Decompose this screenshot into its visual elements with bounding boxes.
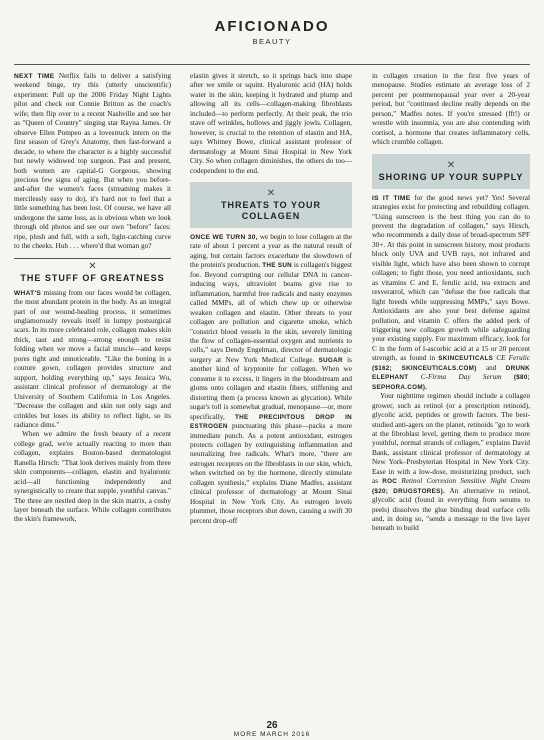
- body-text: and: [485, 363, 497, 372]
- body-text: is another kind of kryptonite for collagen. When we consume it to excess, it lingers in the bloodstream and gloms onto collagen and elastin fibers, stiffening and distorting them (a process known as glycation). While sugar's toll is somewhat gradual, menopause—or, more specifically,: [190, 355, 353, 421]
- body-text: punctuating this phase—packs a more immediate punch. As a potent antioxidant, estrogen protects collagen by extinguishing inflammation and neutralizing free radicals. What's more, "there are estrogen receptors on the fibroblasts in our skin, which, when switched on by the hormone, directly stimulate collagen synthesis," explains Diane Madfes, assistant clinical professor of dermatology at Mount Sinai Hospital in New York City. As estrogen levels plummet, those receptors shut down, causing a swift 30 percent drop-off: [190, 422, 352, 525]
- body-text: Netflix fails to deliver a satisfying weekend binge, try this (utterly unscientific) experiment: Pull up the 2006 Friday Night Lights pilot and check out Connie Britton as the coach's wife; then flip over to a recent Nashville and see her as "Queen of Country" singing star Rayna James. Or observe Ellen Pompeo as a lovestruck intern on the first season of Grey's Anatomy, then fast-forward a decade, to where the character is a highly successful but newly widowed top surgeon. Past and present, both women are capital-G Gorgeous, showing precious few signs of aging. But when you before-and-after the women's faces (streaming makes it mercilessly easy to do), it's hard not to feel that a little something has been lost. Of course, we have all undergone the same loss, as is obvious when we look through old photos and see our own "before" faces: ripe, plush and full, with a soft, light-catching curve to the cheeks. Huh . . . where'd that woman go?: [14, 72, 171, 251]
- body-text: missing from our faces would be collagen, the most abundant protein in the body. As an integral part of our wound-healing process, it sometimes unglamorously reveals itself in lumpy postsurgical scars. In its more celebrated role, collagen makes skin thick, taut and strong—strong enough to resist folding when we move a facial muscle—and keeps pores tight and unnoticeable. "Like the boning in a couture gown, collagen provides structure and support, holding everything up," says Jessica Wu, assistant clinical professor of dermatology at the University of Southern California in Los Angeles. "Decrease the collagen and skin not only sags and crinkles but loses its ability to reflect light, so its radiance dims.": [14, 288, 171, 429]
- lead-in: IS IT TIME: [372, 194, 411, 202]
- brand-name: DRUNK ELEPHANT: [372, 364, 530, 382]
- issue-line: MORE MARCH 2016: [233, 731, 311, 738]
- product-name: Retinol Correxion Sensitive Night Cream: [401, 477, 530, 486]
- body-text: Your nighttime regimen should include a collagen grower, such as retinol (or a prescription retinoid), glycolic acid, peptides or growth factors. The best-studied anti-agers on the planet, retinoids "go to work at the fibroblast level, getting them to produce more youthful, normal strands of collagen," explains David Bank, assistant clinical professor of dermatology at New York–Presbyterian Hospital in New York City. Ease in with a low-dose, moisturizing product, such as: [372, 392, 530, 486]
- paragraph: [372, 392, 530, 534]
- lead-in: NEXT TIME: [14, 73, 55, 80]
- body-text: elastin gives it stretch, so it springs back into shape after we smile or squint. Hyaluronic acid (HA) holds water in the skin, keeping it hydrated and plump and allowing all its cells—collagen-making fibroblasts included—to perform perfectly. At their peak, the trio stave off wrinkles, hollows and jiggly jowls. Collagen, however, is crucial to the retention of elastin and HA, says Whitney Bowe, clinical assistant professor of dermatology at Mount Sinai Hospital in New York City. So when collagen diminishes, the others do too—codependent to the end.: [190, 72, 352, 175]
- product-name: C-Firma Day Serum: [420, 373, 502, 382]
- subhead-title: SHORING UP YOUR SUPPLY: [378, 171, 524, 182]
- product-price: ($20; DRUGSTORES).: [372, 487, 446, 495]
- subhead-title: THE STUFF OF GREATNESS: [20, 272, 165, 283]
- small-caps: SUGAR: [318, 356, 343, 364]
- product-name: CE Ferulic: [496, 354, 531, 363]
- column-2: [190, 72, 352, 526]
- cross-icon: ✕: [446, 159, 456, 171]
- subhead-title: THREATS TO YOUR COLLAGEN: [220, 199, 321, 221]
- page-number: 26: [266, 720, 278, 731]
- brand-name: ROC: [382, 478, 398, 486]
- cross-icon: ✕: [88, 260, 97, 272]
- brand-name: SKINCEUTICALS: [438, 355, 494, 363]
- product-price: ($162; SKINCEUTICALS.COM): [372, 364, 477, 372]
- section-title: AFICIONADO: [214, 18, 330, 35]
- lead-in: WHAT'S: [14, 289, 42, 297]
- subhead-box: [372, 154, 530, 189]
- body-text: in collagen creation in the first five years of menopause. Studies estimate an average loss of 2 percent per postmenopausal year over a 20-year period, but "continued decline really depends on the person," Madfes notes. If you're stressed (fft!) or wrestle with insomnia, you are also contending with cortisol, a hormone that creates inflammatory cells, which crumble collagen.: [372, 72, 530, 147]
- paragraph: [14, 72, 171, 252]
- small-caps: THE SUN: [262, 262, 293, 270]
- lead-in: ONCE WE TURN 30,: [190, 233, 258, 241]
- column-1: [14, 72, 171, 525]
- cross-icon: ✕: [266, 187, 276, 199]
- subhead-box: [14, 258, 171, 284]
- product-price: ($80; SEPHORA.COM).: [372, 374, 531, 391]
- page-header: [0, 18, 544, 46]
- body-text: for the good news yet? Yes! Several strategies exist for protecting and rebuilding collagen. "Using sunscreen is the best thing you can do to prevent the degradation of collagen," says Hirsch, who recommends a daily dose of broad-spectrum SPF 30+. At this point in sunscreen history, most products block only UVA and UVB rays, not infrared and visible light, which have also been shown to corrupt collagen; to fight those, you need antioxidants, such as vitamins C and E, ferulic acid, tea extracts and resveratrol, which can "defuse the free radicals that light breeds while suppressing MMPs," says Bowe. Antioxidants are also your best defense against pollution, and vitamin C offers the added perk of triggering new collagen growth while safeguarding your existing supply. For maximum efficacy, look for C in the form of l-ascorbic acid at a 15 or 20 percent strength, as found in: [372, 193, 530, 363]
- paragraph: [190, 233, 352, 526]
- paragraph: [372, 72, 530, 148]
- paragraph: [14, 289, 171, 431]
- body-text: When we admire the fresh beauty of a recent college grad, we're actually reacting to more than collagen, explains Boston-based dermatologist Ranella Hirsch: "That look derives mainly from three skin components—collagen, elastin and hyaluronic acid—all functioning independently and synergistically to create that supple, youthful canvas." The three are nestled deep in the skin matrix, a cushy layer beneath the surface. While collagen contributes the skin's framework,: [14, 430, 171, 524]
- small-caps: THE PRECIPITOUS DROP IN ESTROGEN: [190, 413, 352, 431]
- section-subtitle: BEAUTY: [252, 37, 292, 46]
- header-rule: [14, 64, 530, 65]
- paragraph: [14, 430, 171, 525]
- body-text: An alternative to retinol, glycolic acid (found in everything from serums to peels) dissolves the glue binding dead surface cells and, in doing so, "sends a message to the live layer beneath to build: [372, 486, 530, 533]
- page-footer: [0, 720, 544, 738]
- body-text: we begin to lose collagen at the rate of about 1 percent a year as the natural result of aging, but certain factors exacerbate the slowdown of the protein's production.: [190, 232, 353, 270]
- subhead-box: [190, 182, 352, 228]
- column-3: [372, 72, 530, 534]
- body-text: is collagen's biggest foe. Beyond corrupting our cellular DNA in cancer-inducing ways, ultraviolet beams give rise to inflammation, harmful free radicals and nasty enzymes called MMPs, all of which chew up or otherwise weaken collagen and elastin. Other threats to your collagen are pollution and cigarette smoke, which "constrict blood vessels in the skin, severely limiting the flow of collagen-essential oxygen and nutrients to cells," says Dendy Engelman, director of dermatologic surgery at New York Medical College.: [190, 261, 353, 364]
- paragraph: [190, 72, 352, 176]
- paragraph: [372, 194, 530, 393]
